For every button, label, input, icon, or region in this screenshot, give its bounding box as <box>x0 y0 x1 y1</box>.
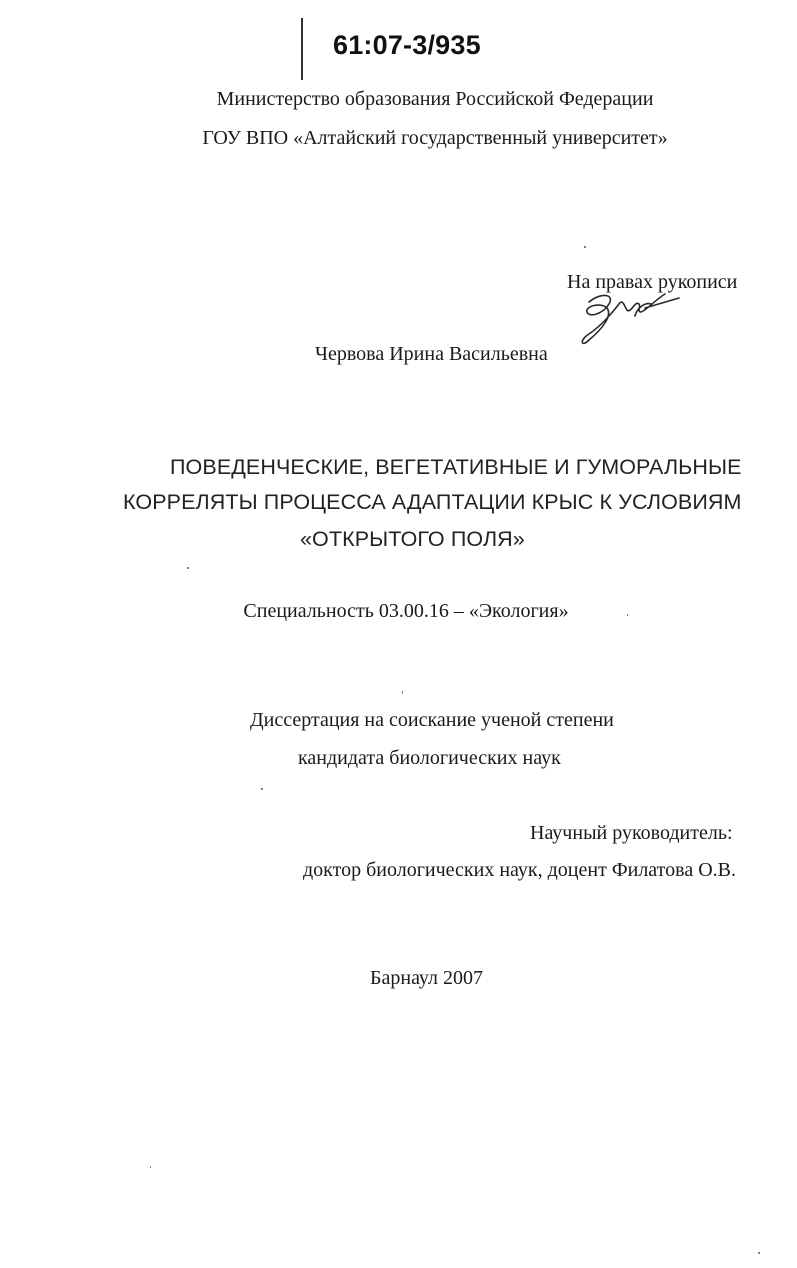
city-year: Барнаул 2007 <box>370 967 484 989</box>
university-heading: ГОУ ВПО «Алтайский государственный университет» <box>202 127 668 149</box>
author-name: Червова Ирина Васильевна <box>315 343 548 365</box>
catalog-number: 61:07-3/935 <box>333 30 481 60</box>
scan-speck <box>584 246 586 248</box>
degree-line: Диссертация на соискание ученой степени <box>250 709 614 731</box>
scan-speck <box>187 567 189 569</box>
dissertation-title-line: ПОВЕДЕНЧЕСКИЕ, ВЕГЕТАТИВНЫЕ И ГУМОРАЛЬНЫЕ <box>170 455 742 479</box>
scan-speck <box>402 691 403 694</box>
scan-speck <box>261 788 263 790</box>
supervisor-name: доктор биологических наук, доцент Филатова О.В. <box>303 859 736 881</box>
dissertation-title-line: КОРРЕЛЯТЫ ПРОЦЕССА АДАПТАЦИИ КРЫС К УСЛОВИЯМ <box>123 490 742 514</box>
handwritten-signature <box>575 282 685 352</box>
dissertation-title-line: «ОТКРЫТОГО ПОЛЯ» <box>300 527 525 551</box>
degree-line: кандидата биологических наук <box>298 747 561 769</box>
scan-speck <box>627 614 628 616</box>
scan-speck <box>758 1252 760 1254</box>
manuscript-rights-note: На правах рукописи <box>567 271 738 293</box>
speciality-line: Специальность 03.00.16 – «Экология» <box>243 600 569 622</box>
scan-speck <box>150 1166 151 1168</box>
catalog-stamp-rule <box>301 18 303 80</box>
supervisor-label: Научный руководитель: <box>530 822 733 844</box>
ministry-heading: Министерство образования Российской Федерации <box>216 88 654 110</box>
